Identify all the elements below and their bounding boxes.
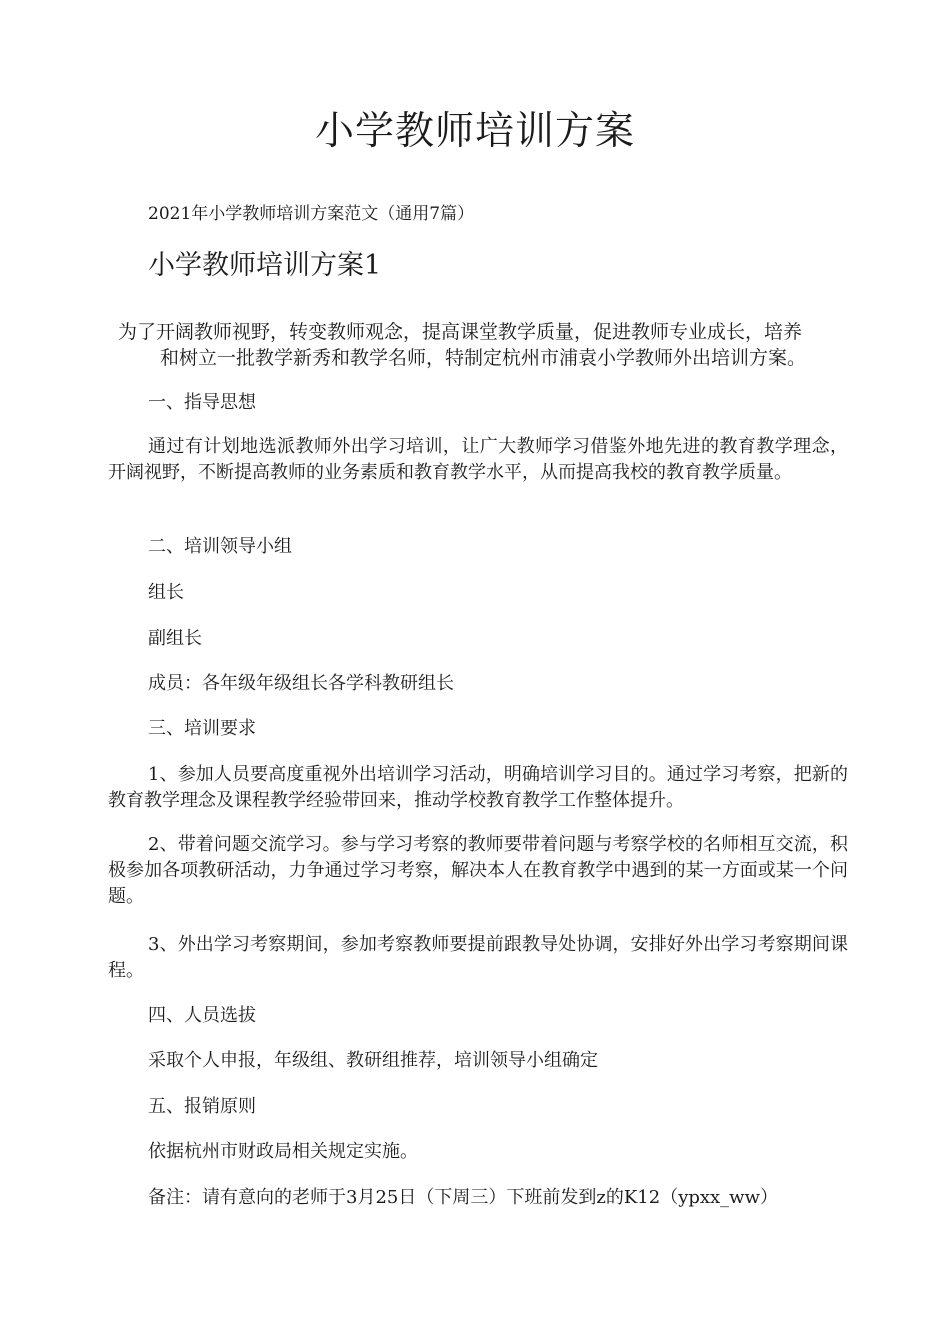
leader-line: 组长 xyxy=(148,582,184,603)
paragraph-guiding-ideology: 通过有计划地选派教师外出学习培训，让广大教师学习借鉴外地先进的教育教学理念，开阔视野，不断提高教师的业务素质和教育教学水平，从而提高我校的教育教学质量。 xyxy=(108,436,848,483)
heading-guiding-ideology: 一、指导思想 xyxy=(148,392,256,413)
heading-training-requirements: 三、培训要求 xyxy=(148,718,256,739)
document-title: 小学教师培训方案 xyxy=(314,109,635,154)
selection-line: 采取个人申报，年级组、教研组推荐，培训领导小组确定 xyxy=(148,1050,598,1071)
intro-line-2: 和树立一批教学新秀和教学名师，特制定杭州市浦袁小学教师外出培训方案。 xyxy=(160,347,807,369)
document-subtitle: 2021年小学教师培训方案范文（通用7篇） xyxy=(148,204,475,224)
note-line: 备注：请有意向的老师于3月25日（下周三）下班前发到z的K12（ypxx_ww） xyxy=(148,1187,778,1208)
section-title: 小学教师培训方案1 xyxy=(148,250,382,281)
requirement-2: 2、带着问题交流学习。参与学习考察的教师要带着问题与考察学校的名师相互交流，积极参加各项教研活动，力争通过学习考察，解决本人在教育教学中遇到的某一方面或某一个问题。 xyxy=(108,834,848,907)
heading-reimbursement: 五、报销原则 xyxy=(148,1096,256,1117)
requirement-3: 3、外出学习考察期间，参加考察教师要提前跟教导处协调，安排好外出学习考察期间课程。 xyxy=(108,934,848,981)
requirement-1: 1、参加人员要高度重视外出培训学习活动，明确培训学习目的。通过学习考察，把新的教育教学理念及课程教学经验带回来，推动学校教育教学工作整体提升。 xyxy=(108,764,848,811)
heading-leadership-group: 二、培训领导小组 xyxy=(148,536,292,557)
members-line: 成员：各年级年级组长各学科教研组长 xyxy=(148,673,454,694)
reimbursement-line: 依据杭州市财政局相关规定实施。 xyxy=(148,1141,418,1162)
deputy-leader-line: 副组长 xyxy=(148,628,202,649)
heading-personnel-selection: 四、人员选拔 xyxy=(148,1005,256,1026)
intro-line-1: 为了开阔教师视野，转变教师观念，提高课堂教学质量，促进教师专业成长，培养 xyxy=(118,321,803,343)
